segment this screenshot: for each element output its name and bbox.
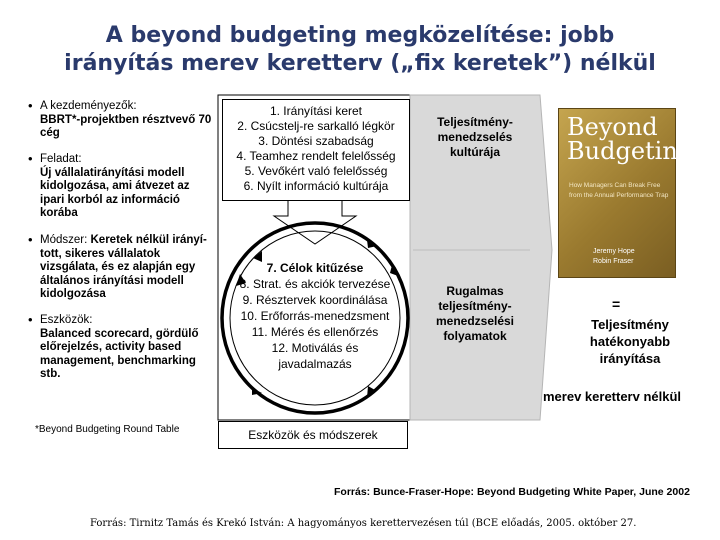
book-author: Jeremy Hope <box>593 248 635 255</box>
footnote: *Beyond Budgeting Round Table <box>35 424 180 435</box>
bullet-dot-icon: • <box>28 98 33 113</box>
source-citation-2: Forrás: Tirnitz Tamás és Krekó István: A hagyományos kerettervezésen túl (BCE előadás, 2005. október 27. <box>90 518 637 529</box>
bullet-label: Eszközök: <box>40 314 93 326</box>
equals-sign: = <box>612 296 621 312</box>
process-list <box>222 256 408 381</box>
result-line: irányítása <box>599 351 661 366</box>
bullet-label: Feladat: <box>40 153 82 165</box>
tools-methods-box: Eszközök és módszerek <box>218 421 408 449</box>
title-line-1: A beyond budgeting megközelítése: jobb <box>105 23 615 48</box>
process-item: 7. Célok kitűzése <box>266 261 364 275</box>
flexible-process-label <box>420 284 530 344</box>
label-line: menedzselés <box>437 130 513 144</box>
no-rigid-budget-text: merev keretterv nélkül <box>543 389 682 404</box>
bullet-label: Módszer: <box>40 234 88 246</box>
result-line: hatékonyabb <box>589 334 671 349</box>
bullet-text: Balanced scorecard, gördülő előrejelzés, activity based management, benchmarking stb. <box>40 327 199 380</box>
book-authors <box>593 247 635 267</box>
process-item: 10. Erőforrás-menedzsment <box>240 309 390 323</box>
framework-item: 3. Döntési szabadság <box>258 134 374 148</box>
bullet-dot-icon: • <box>28 151 33 166</box>
book-author: Robin Fraser <box>593 258 634 265</box>
process-item: 8. Strat. és akciók tervezése <box>239 277 391 291</box>
label-line: menedzselési <box>435 314 515 328</box>
bullet-dot-icon: • <box>28 312 33 327</box>
framework-item: 1. Irányítási keret <box>269 104 363 118</box>
result-text <box>560 316 700 367</box>
framework-item: 2. Csúcstelj-re sarkalló légkör <box>237 119 395 133</box>
process-item: 12. Motiválás és javadalmazás <box>271 341 359 371</box>
result-line: Teljesítmény <box>591 317 669 332</box>
book-title: Beyond Budgeting <box>567 113 694 165</box>
process-item: 11. Mérés és ellenőrzés <box>251 325 379 339</box>
label-line: Teljesítmény- <box>437 115 513 129</box>
source-citation: Forrás: Bunce-Fraser-Hope: Beyond Budgeting White Paper, June 2002 <box>334 486 690 498</box>
bullet-text: BBRT*-projektben résztvevő 70 cég <box>40 113 212 139</box>
title-line-2: irányítás merev keretterv („fix keretek”) nélkül <box>64 51 656 76</box>
book-subtitle: How Managers Can Break Free from the Annual Performance Trap <box>569 182 669 199</box>
label-line: folyamatok <box>443 329 507 343</box>
process-item: 9. Résztervek koordinálása <box>242 293 388 307</box>
framework-item: 5. Vevőkért való felelősség <box>244 164 388 178</box>
framework-item: 6. Nyílt információ kultúrája <box>243 179 389 193</box>
label-line: teljesítmény- <box>438 299 512 313</box>
performance-culture-label <box>420 115 530 160</box>
label-line: kultúrája <box>449 145 500 159</box>
framework-box <box>222 99 410 201</box>
bullet-label: A kezdeményezők: <box>40 100 137 112</box>
bullet-text: Keretek nélkül irányí-tott, sikeres vállalatok vizsgálata, és ez alapján egy általános irányítási modell kidolgozása <box>40 234 207 300</box>
book-cover-image <box>558 108 694 278</box>
bullet-dot-icon: • <box>28 232 33 247</box>
framework-item: 4. Teamhez rendelt felelősség <box>236 149 396 163</box>
bullet-text: Új vállalatirányítási modell kidolgozása, ami átvezet az ipari korból az információ korába <box>40 166 190 219</box>
label-line: Rugalmas <box>446 284 504 298</box>
